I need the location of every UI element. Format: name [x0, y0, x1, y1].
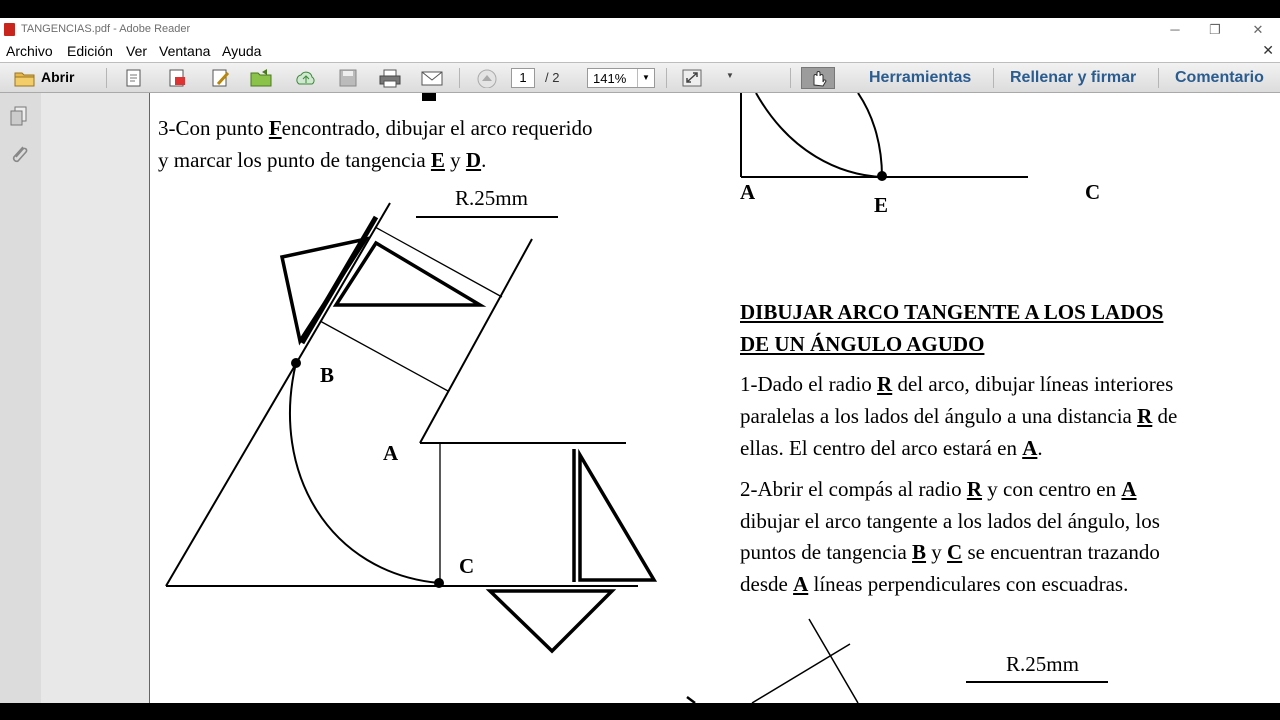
- parallel-line: [420, 239, 532, 443]
- toolbar: [0, 62, 1280, 93]
- p2-text: y con centro en: [987, 477, 1117, 501]
- page-total: / 2: [545, 70, 560, 85]
- hand-icon: [802, 68, 834, 88]
- point-a-label: A: [383, 441, 399, 465]
- print-icon[interactable]: [378, 68, 402, 88]
- arc-top: [756, 93, 882, 177]
- point-d-label: D: [465, 148, 482, 172]
- top-black-bar: [0, 0, 1280, 18]
- pdf-page: [149, 93, 1280, 703]
- navigation-pane: [0, 93, 42, 703]
- angle-side-left: [166, 203, 390, 586]
- p2-line2: dibujar el arco tangente a los lados del ángulo, los: [740, 509, 1160, 533]
- toolbar-separator: [666, 68, 667, 88]
- cutoff-mark: [422, 93, 436, 101]
- p1-text: paralelas a los lados del ángulo a una distancia: [740, 404, 1132, 428]
- p1-line3: [740, 432, 1043, 464]
- p1-text: del arco, dibujar líneas interiores: [897, 372, 1174, 396]
- close-window-button[interactable]: ✕: [1252, 22, 1264, 37]
- zoom-select[interactable]: [587, 68, 655, 88]
- step3-line1: [158, 112, 592, 144]
- set-square-triangle: [580, 455, 654, 580]
- p2-line3: [740, 536, 1160, 568]
- page-number-input[interactable]: 1: [511, 68, 535, 88]
- point-c-label: C: [947, 540, 963, 564]
- step3-text: y marcar los punto de tangencia: [158, 148, 426, 172]
- point-a-label: A: [1121, 477, 1137, 501]
- step3-line2: [158, 144, 486, 176]
- p1-text: 1-Dado el radio: [740, 372, 872, 396]
- p2-text: desde: [740, 572, 788, 596]
- p2-text: líneas perpendiculares con escuadras.: [813, 572, 1129, 596]
- point-a-label: A: [740, 180, 756, 204]
- conjunction: y: [931, 540, 942, 564]
- period: .: [1037, 436, 1043, 460]
- section-heading-line1: DIBUJAR ARCO TANGENTE A LOS LADOS: [740, 300, 1164, 324]
- perpendicular-line: [320, 321, 448, 391]
- radius-r-label: R: [966, 477, 983, 501]
- point-b-label: B: [912, 540, 927, 564]
- tangent-point-c: [434, 578, 444, 588]
- email-icon[interactable]: [420, 68, 444, 88]
- p2-line4: [740, 568, 1128, 600]
- toolbar-separator: [1158, 68, 1159, 88]
- folder-export-icon[interactable]: [250, 68, 274, 88]
- tangent-point-e: [877, 171, 887, 181]
- title-bar: [0, 18, 1280, 42]
- point-b-label: B: [320, 363, 335, 387]
- p2-text: se encuentran trazando: [967, 540, 1160, 564]
- pdf-file-icon: [4, 23, 15, 36]
- p1-text: ellas. El centro del arco estará en: [740, 436, 1017, 460]
- menu-bar: [0, 42, 1280, 62]
- construction-line: [752, 644, 850, 703]
- toolbar-separator: [993, 68, 994, 88]
- tangent-arc: [290, 363, 439, 583]
- perpendicular-line: [375, 227, 502, 297]
- p2-line1: [740, 473, 1137, 505]
- p1-text: de: [1157, 404, 1178, 428]
- edit-pdf-icon[interactable]: [210, 68, 232, 88]
- step3-text: encontrado, dibujar el arco requerido: [281, 116, 593, 140]
- p1-line2: [740, 400, 1177, 432]
- conjunction: y: [450, 148, 461, 172]
- restore-button[interactable]: ❐: [1209, 22, 1221, 37]
- tangent-point-b: [291, 358, 301, 368]
- open-label: Abrir: [41, 69, 75, 85]
- set-square-triangle: [490, 591, 612, 651]
- radius-r-label: R: [877, 372, 893, 396]
- tools-link[interactable]: Herramientas: [869, 69, 972, 86]
- save-icon[interactable]: [337, 68, 359, 88]
- folder-icon: [14, 69, 36, 87]
- chevron-down-icon: ▼: [637, 69, 654, 87]
- point-c-label: C: [1085, 180, 1101, 204]
- radius-r-label: R: [1137, 404, 1153, 428]
- menu-ventana[interactable]: Ventana: [159, 43, 211, 59]
- radius-label-2: R.25mm: [1006, 652, 1079, 676]
- p2-text: 2-Abrir el compás al radio: [740, 477, 962, 501]
- open-button[interactable]: [14, 68, 99, 88]
- construction-line: [809, 619, 858, 703]
- hand-tool-button[interactable]: [801, 67, 835, 89]
- attachment-icon[interactable]: [9, 143, 29, 167]
- export-pdf-icon[interactable]: [167, 68, 189, 88]
- period: .: [481, 148, 487, 172]
- menu-ver[interactable]: Ver: [126, 43, 148, 59]
- bottom-black-bar: [0, 703, 1280, 720]
- p2-text: puntos de tangencia: [740, 540, 907, 564]
- minimize-button[interactable]: ─: [1170, 22, 1180, 37]
- zoom-value: 141%: [593, 71, 627, 86]
- create-pdf-icon[interactable]: [124, 68, 146, 88]
- upload-cloud-icon[interactable]: [294, 68, 318, 88]
- point-c-label: C: [459, 554, 475, 578]
- step3-text: 3-Con punto: [158, 116, 264, 140]
- point-f-label: F: [268, 116, 282, 140]
- toolbar-separator: [459, 68, 460, 88]
- section-heading-line2: DE UN ÁNGULO AGUDO: [740, 332, 985, 356]
- point-a-label: A: [793, 572, 809, 596]
- fit-page-icon[interactable]: [681, 68, 703, 88]
- point-e-label: E: [874, 193, 889, 217]
- close-document-button[interactable]: ✕: [1262, 42, 1274, 58]
- menu-ayuda[interactable]: Ayuda: [222, 43, 262, 59]
- chevron-down-icon[interactable]: ▼: [726, 71, 734, 80]
- p1-line1: [740, 368, 1173, 400]
- toolbar-separator: [106, 68, 107, 88]
- menu-edicion[interactable]: Edición: [67, 43, 113, 59]
- arc-vertical: [858, 93, 882, 177]
- point-e-label: E: [430, 148, 445, 172]
- window-title: TANGENCIAS.pdf - Adobe Reader: [21, 23, 191, 35]
- comment-link[interactable]: Comentario: [1175, 69, 1264, 86]
- document-area[interactable]: [41, 93, 1280, 703]
- point-a-label: A: [1022, 436, 1038, 460]
- page-thumbnails-icon[interactable]: [9, 105, 29, 127]
- toolbar-separator: [790, 68, 791, 88]
- fill-sign-link[interactable]: Rellenar y firmar: [1010, 69, 1137, 86]
- radius-label: R.25mm: [455, 186, 528, 210]
- menu-archivo[interactable]: Archivo: [6, 43, 53, 59]
- previous-page-icon[interactable]: [476, 68, 498, 88]
